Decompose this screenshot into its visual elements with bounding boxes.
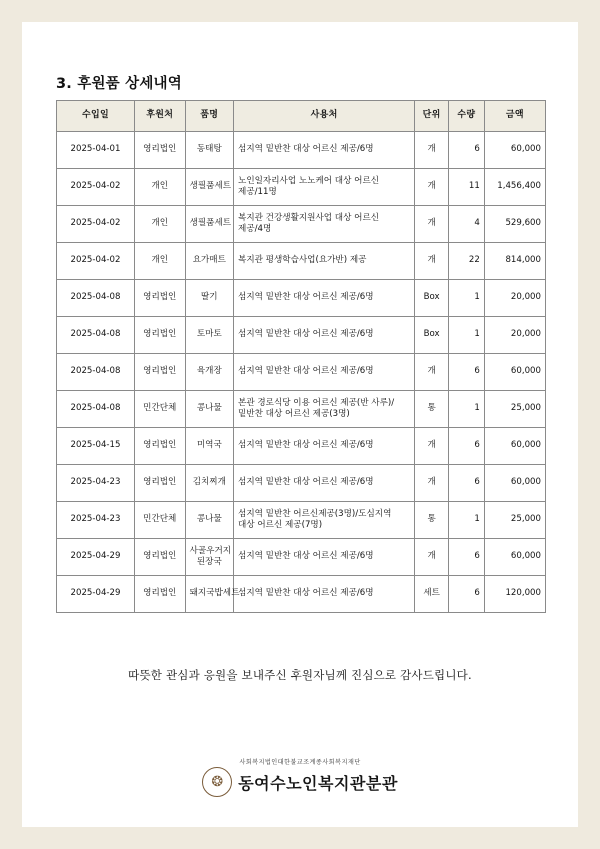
column-header-use: 사용처 bbox=[234, 101, 415, 132]
cell-unit: 개 bbox=[415, 206, 449, 243]
cell-qty: 1 bbox=[449, 317, 485, 354]
cell-item: 사골우거지 된장국 bbox=[185, 539, 233, 576]
column-header-qty: 수량 bbox=[449, 101, 485, 132]
cell-use: 섬지역 밑반찬 대상 어르신 제공/6명 bbox=[234, 539, 415, 576]
cell-date: 2025-04-29 bbox=[57, 539, 135, 576]
table-row bbox=[57, 428, 546, 465]
cell-donor: 영리법인 bbox=[134, 576, 185, 613]
cell-date: 2025-04-01 bbox=[57, 132, 135, 169]
cell-donor: 영리법인 bbox=[134, 132, 185, 169]
cell-use: 섬지역 밑반찬 대상 어르신 제공/6명 bbox=[234, 428, 415, 465]
cell-use: 노인일자리사업 노노케어 대상 어르신 제공/11명 bbox=[234, 169, 415, 206]
cell-date: 2025-04-08 bbox=[57, 317, 135, 354]
cell-date: 2025-04-08 bbox=[57, 354, 135, 391]
cell-use: 섬지역 밑반찬 어르신제공(3명)/도심지역 대상 어르신 제공(7명) bbox=[234, 502, 415, 539]
thanks-message: 따뜻한 관심과 응원을 보내주신 후원자님께 진심으로 감사드립니다. bbox=[128, 668, 472, 682]
cell-unit: 개 bbox=[415, 354, 449, 391]
table-row bbox=[57, 576, 546, 613]
table-header-row bbox=[57, 101, 546, 132]
cell-date: 2025-04-29 bbox=[57, 576, 135, 613]
table-row bbox=[57, 354, 546, 391]
table-header bbox=[57, 101, 546, 132]
cell-item: 요가매트 bbox=[185, 243, 233, 280]
cell-item: 미역국 bbox=[185, 428, 233, 465]
cell-unit: 개 bbox=[415, 539, 449, 576]
cell-unit: 개 bbox=[415, 428, 449, 465]
cell-unit: 개 bbox=[415, 243, 449, 280]
cell-item: 육개장 bbox=[185, 354, 233, 391]
cell-date: 2025-04-15 bbox=[57, 428, 135, 465]
cell-date: 2025-04-02 bbox=[57, 206, 135, 243]
cell-date: 2025-04-02 bbox=[57, 169, 135, 206]
column-header-amount: 금액 bbox=[484, 101, 545, 132]
cell-qty: 11 bbox=[449, 169, 485, 206]
column-header-item: 품명 bbox=[185, 101, 233, 132]
cell-unit: Box bbox=[415, 317, 449, 354]
cell-donor: 개인 bbox=[134, 169, 185, 206]
cell-date: 2025-04-23 bbox=[57, 465, 135, 502]
cell-donor: 개인 bbox=[134, 243, 185, 280]
cell-amount: 20,000 bbox=[484, 280, 545, 317]
cell-unit: 통 bbox=[415, 502, 449, 539]
table-row bbox=[57, 317, 546, 354]
table-row bbox=[57, 280, 546, 317]
cell-item: 생필품세트 bbox=[185, 206, 233, 243]
cell-donor: 민간단체 bbox=[134, 502, 185, 539]
cell-amount: 60,000 bbox=[484, 465, 545, 502]
table-row bbox=[57, 206, 546, 243]
cell-use: 복지관 건강생활지원사업 대상 어르신 제공/4명 bbox=[234, 206, 415, 243]
cell-donor: 민간단체 bbox=[134, 391, 185, 428]
cell-amount: 814,000 bbox=[484, 243, 545, 280]
document-page bbox=[22, 22, 578, 827]
cell-item: 동태탕 bbox=[185, 132, 233, 169]
cell-amount: 25,000 bbox=[484, 391, 545, 428]
cell-date: 2025-04-08 bbox=[57, 391, 135, 428]
cell-qty: 6 bbox=[449, 132, 485, 169]
cell-item: 생필품세트 bbox=[185, 169, 233, 206]
cell-item: 돼지국밥세트 bbox=[185, 576, 233, 613]
cell-unit: 개 bbox=[415, 169, 449, 206]
organization-subtitle: 사회복지법인대한불교조계종사회복지재단 bbox=[239, 759, 361, 766]
cell-unit: Box bbox=[415, 280, 449, 317]
column-header-date: 수입일 bbox=[57, 101, 135, 132]
footer-logo bbox=[22, 757, 578, 797]
table-row bbox=[57, 132, 546, 169]
cell-use: 섬지역 밑반찬 대상 어르신 제공/6명 bbox=[234, 354, 415, 391]
cell-qty: 6 bbox=[449, 428, 485, 465]
cell-qty: 1 bbox=[449, 280, 485, 317]
cell-qty: 22 bbox=[449, 243, 485, 280]
cell-unit: 개 bbox=[415, 132, 449, 169]
lotus-icon: ❂ bbox=[202, 767, 232, 797]
table-row bbox=[57, 391, 546, 428]
cell-amount: 529,600 bbox=[484, 206, 545, 243]
donation-details-table bbox=[56, 100, 546, 613]
organization-row bbox=[202, 767, 398, 797]
cell-amount: 20,000 bbox=[484, 317, 545, 354]
cell-use: 본관 경로식당 이용 어르신 제공(반 사루)/밑반찬 대상 어르신 제공(3명) bbox=[234, 391, 415, 428]
cell-qty: 4 bbox=[449, 206, 485, 243]
cell-date: 2025-04-23 bbox=[57, 502, 135, 539]
cell-item: 딸기 bbox=[185, 280, 233, 317]
cell-amount: 60,000 bbox=[484, 539, 545, 576]
cell-amount: 60,000 bbox=[484, 354, 545, 391]
table-row bbox=[57, 169, 546, 206]
table-row bbox=[57, 465, 546, 502]
cell-qty: 6 bbox=[449, 539, 485, 576]
cell-amount: 120,000 bbox=[484, 576, 545, 613]
column-header-unit: 단위 bbox=[415, 101, 449, 132]
cell-use: 섬지역 밑반찬 대상 어르신 제공/6명 bbox=[234, 576, 415, 613]
cell-qty: 1 bbox=[449, 502, 485, 539]
organization-name: 동여수노인복지관분관 bbox=[238, 773, 398, 793]
table-row bbox=[57, 243, 546, 280]
cell-donor: 개인 bbox=[134, 206, 185, 243]
cell-amount: 60,000 bbox=[484, 132, 545, 169]
cell-donor: 영리법인 bbox=[134, 354, 185, 391]
cell-use: 섬지역 밑반찬 대상 어르신 제공/6명 bbox=[234, 317, 415, 354]
cell-unit: 세트 bbox=[415, 576, 449, 613]
cell-qty: 6 bbox=[449, 576, 485, 613]
column-header-donor: 후원처 bbox=[134, 101, 185, 132]
cell-amount: 25,000 bbox=[484, 502, 545, 539]
cell-donor: 영리법인 bbox=[134, 539, 185, 576]
cell-item: 콩나물 bbox=[185, 502, 233, 539]
cell-use: 섬지역 밑반찬 대상 어르신 제공/6명 bbox=[234, 465, 415, 502]
cell-amount: 1,456,400 bbox=[484, 169, 545, 206]
cell-unit: 통 bbox=[415, 391, 449, 428]
cell-use: 섬지역 밑반찬 대상 어르신 제공/6명 bbox=[234, 132, 415, 169]
cell-qty: 6 bbox=[449, 465, 485, 502]
table-body bbox=[57, 132, 546, 613]
cell-date: 2025-04-02 bbox=[57, 243, 135, 280]
cell-use: 복지관 평생학습사업(요가반) 제공 bbox=[234, 243, 415, 280]
cell-item: 콩나물 bbox=[185, 391, 233, 428]
cell-item: 토마토 bbox=[185, 317, 233, 354]
cell-donor: 영리법인 bbox=[134, 465, 185, 502]
cell-unit: 개 bbox=[415, 465, 449, 502]
cell-use: 섬지역 밑반찬 대상 어르신 제공/6명 bbox=[234, 280, 415, 317]
table-row bbox=[57, 539, 546, 576]
cell-donor: 영리법인 bbox=[134, 317, 185, 354]
cell-qty: 6 bbox=[449, 354, 485, 391]
cell-date: 2025-04-08 bbox=[57, 280, 135, 317]
cell-qty: 1 bbox=[449, 391, 485, 428]
cell-item: 김치찌개 bbox=[185, 465, 233, 502]
cell-donor: 영리법인 bbox=[134, 280, 185, 317]
cell-donor: 영리법인 bbox=[134, 428, 185, 465]
table-row bbox=[57, 502, 546, 539]
cell-amount: 60,000 bbox=[484, 428, 545, 465]
page-title: 3. 후원품 상세내역 bbox=[56, 76, 182, 92]
